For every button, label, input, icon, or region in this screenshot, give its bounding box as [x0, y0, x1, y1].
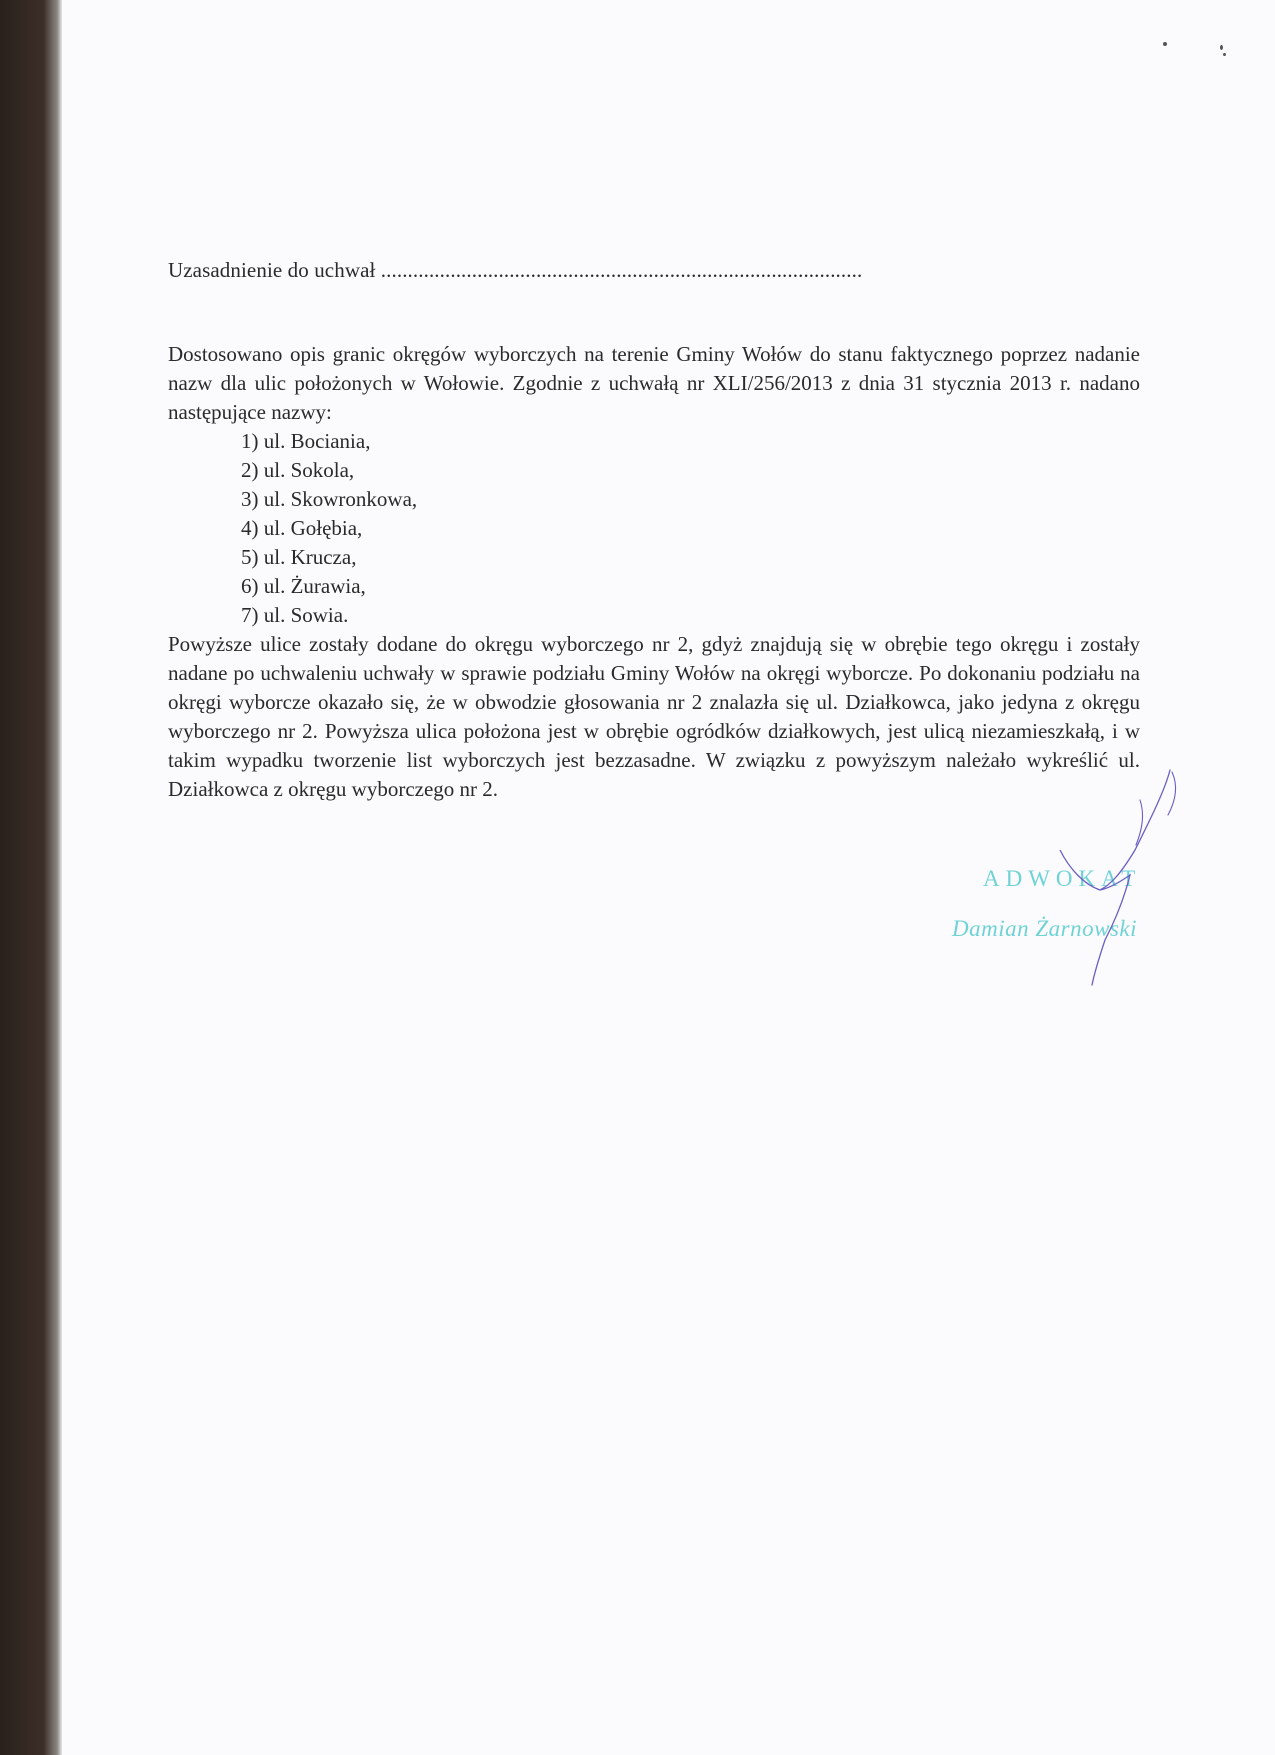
stamp-name: Damian Żarnowski: [952, 916, 1137, 941]
list-item: 1) ul. Bociania,: [241, 429, 371, 453]
document-heading: Uzasadnienie do uchwał ..........................................................................................: [168, 258, 863, 282]
handwritten-signature: [1000, 760, 1200, 1000]
intro-paragraph: Dostosowano opis granic okręgów wyborczych na terenie Gminy Wołów do stanu faktycznego poprzez nadanie nazw dla ulic położonych w Wołowie. Zgodnie z uchwałą nr XLI/256/2013 z dnia 31 stycznia 2013 r. nadano następujące nazwy:: [168, 342, 1140, 424]
stamp-title: ADWOKAT: [983, 866, 1142, 891]
list-item: 6) ul. Żurawia,: [241, 574, 366, 598]
scan-speck: [1223, 53, 1226, 56]
list-item: 2) ul. Sokola,: [241, 458, 355, 482]
list-item: 3) ul. Skowronkowa,: [241, 487, 418, 511]
scan-speck: [1163, 42, 1167, 46]
street-list: [168, 427, 1140, 630]
scan-speck: [1220, 45, 1223, 50]
list-item: 7) ul. Sowia.: [241, 603, 349, 627]
list-item: 5) ul. Krucza,: [241, 545, 357, 569]
closing-paragraph: Powyższe ulice zostały dodane do okręgu wyborczego nr 2, gdyż znajdują się w obrębie tego okręgu i zostały nadane po uchwaleniu uchwały w sprawie podziału Gminy Wołów na okręgi wyborcze. Po dokonaniu podziału na okręgi wyborcze okazało się, że w obwodzie głosowania nr 2 znalazła się ul. Działkowca, jako jedyna z okręgu wyborczego nr 2. Powyższa ulica położona jest w obrębie ogródków działkowych, jest ulicą niezamieszkałą, i w takim wypadku tworzenie list wyborczych jest bezzasadne. W związku z powyższym należało wykreślić ul. Działkowca z okręgu wyborczego nr 2.: [168, 632, 1140, 801]
scan-dark-edge: [0, 0, 62, 1755]
document-body: [168, 340, 1140, 804]
list-item: 4) ul. Gołębia,: [241, 516, 363, 540]
